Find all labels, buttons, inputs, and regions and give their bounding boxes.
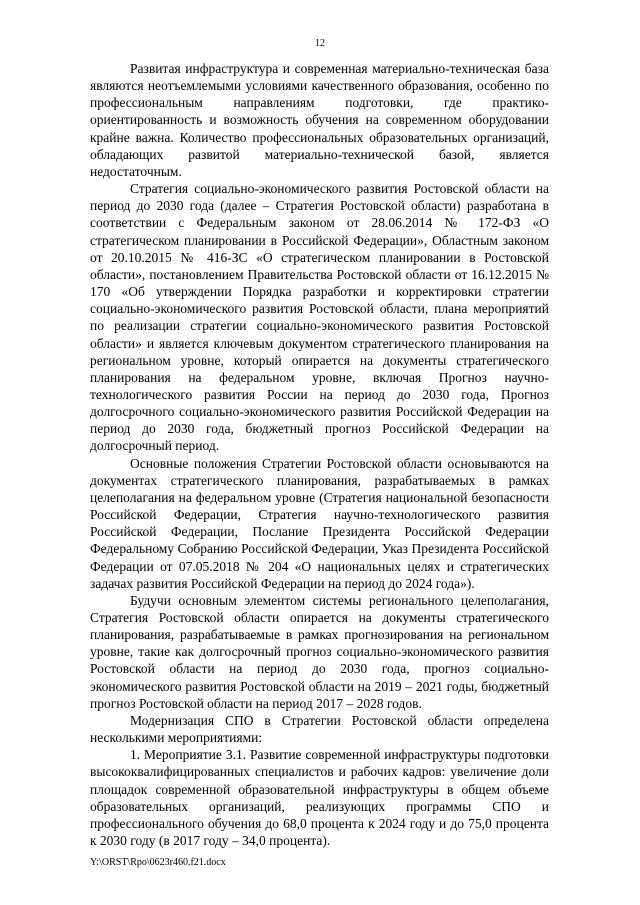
footer-file-path: Y:\ORST\Rpo\0623r460.f21.docx [90, 857, 226, 868]
page-number: 12 [315, 38, 325, 49]
paragraph-federal-documents: Основные положения Стратегии Ростовской области основываются на документах стратегического планирования, разрабатываемых в рамках целеполагания на федеральном уровне (Стратегия национальной безопасности Российской Федерации, Стратегия научно-технологического развития Российской Федерации, Послание Президента Российской Федерации Федеральному Собранию Российской Федерации, Указ Президента Российской Федерации от 07.05.2018 № 204 «О национальных целях и стратегических задачах развития Российской Федерации на период до 2024 года»). [90, 455, 549, 591]
paragraph-modernization-intro: Модернизация СПО в Стратегии Ростовской области определена несколькими мероприятиями: [90, 712, 549, 746]
paragraph-strategy-basis: Стратегия социально-экономического развития Ростовской области на период до 2030 года (далее – Стратегия Ростовской области) разработана в соответствии с Федеральным законом от 28.06.2014 № 172-ФЗ «О стратегическом планировании в Российской Федерации», Областным законом от 20.10.2015 № 416-ЗС «О стратегическом планировании в Ростовской области», постановлением Правительства Ростовской области от 16.12.2015 № 170 «Об утверждении Порядка разработки и корректировки стратегии социально-экономического развития Ростовской области, плана мероприятий по реализации стратегии социально-экономического развития Ростовской области» и является ключевым документом стратегического планирования на региональном уровне, который опирается на документы стратегического планирования на федеральном уровне, включая Прогноз научно-технологического развития России на период до 2030 года, Прогноз долгосрочного социально-экономического развития Российской Федерации на период до 2030 года, бюджетный прогноз Российской Федерации на долгосрочный период. [90, 181, 549, 454]
body-text [90, 60, 549, 849]
paragraph-regional-forecasts: Будучи основным элементом системы регионального целеполагания, Стратегия Ростовской области опирается на документы стратегического планирования, разрабатываемые в рамках прогнозирования на региональном уровне, такие как долгосрочный прогноз социально-экономического развития Ростовской области на период до 2030 года, прогноз социально-экономического развития Ростовской области на 2019 – 2021 годы, бюджетный прогноз Ростовской области на период 2017 – 2028 годов. [90, 592, 549, 711]
paragraph-measure-3-1: 1. Мероприятие 3.1. Развитие современной инфраструктуры подготовки высококвалифицированных специалистов и рабочих кадров: увеличение доли площадок современной образовательной инфраструктуры в общем объеме образовательных организаций, реализующих программы СПО и профессионального обучения до 68,0 процента к 2024 году и до 75,0 процента к 2030 году (в 2017 году – 34,0 процента). [90, 747, 549, 849]
paragraph-infrastructure: Развитая инфраструктура и современная материально-техническая база являются неотъемлемыми условиями качественного образования, особенно по профессиональным направлениям подготовки, где практико-ориентированность и возможность обучения на современном оборудовании крайне важна. Количество профессиональных образовательных организаций, обладающих развитой материально-технической базой, является недостаточным. [90, 61, 549, 179]
